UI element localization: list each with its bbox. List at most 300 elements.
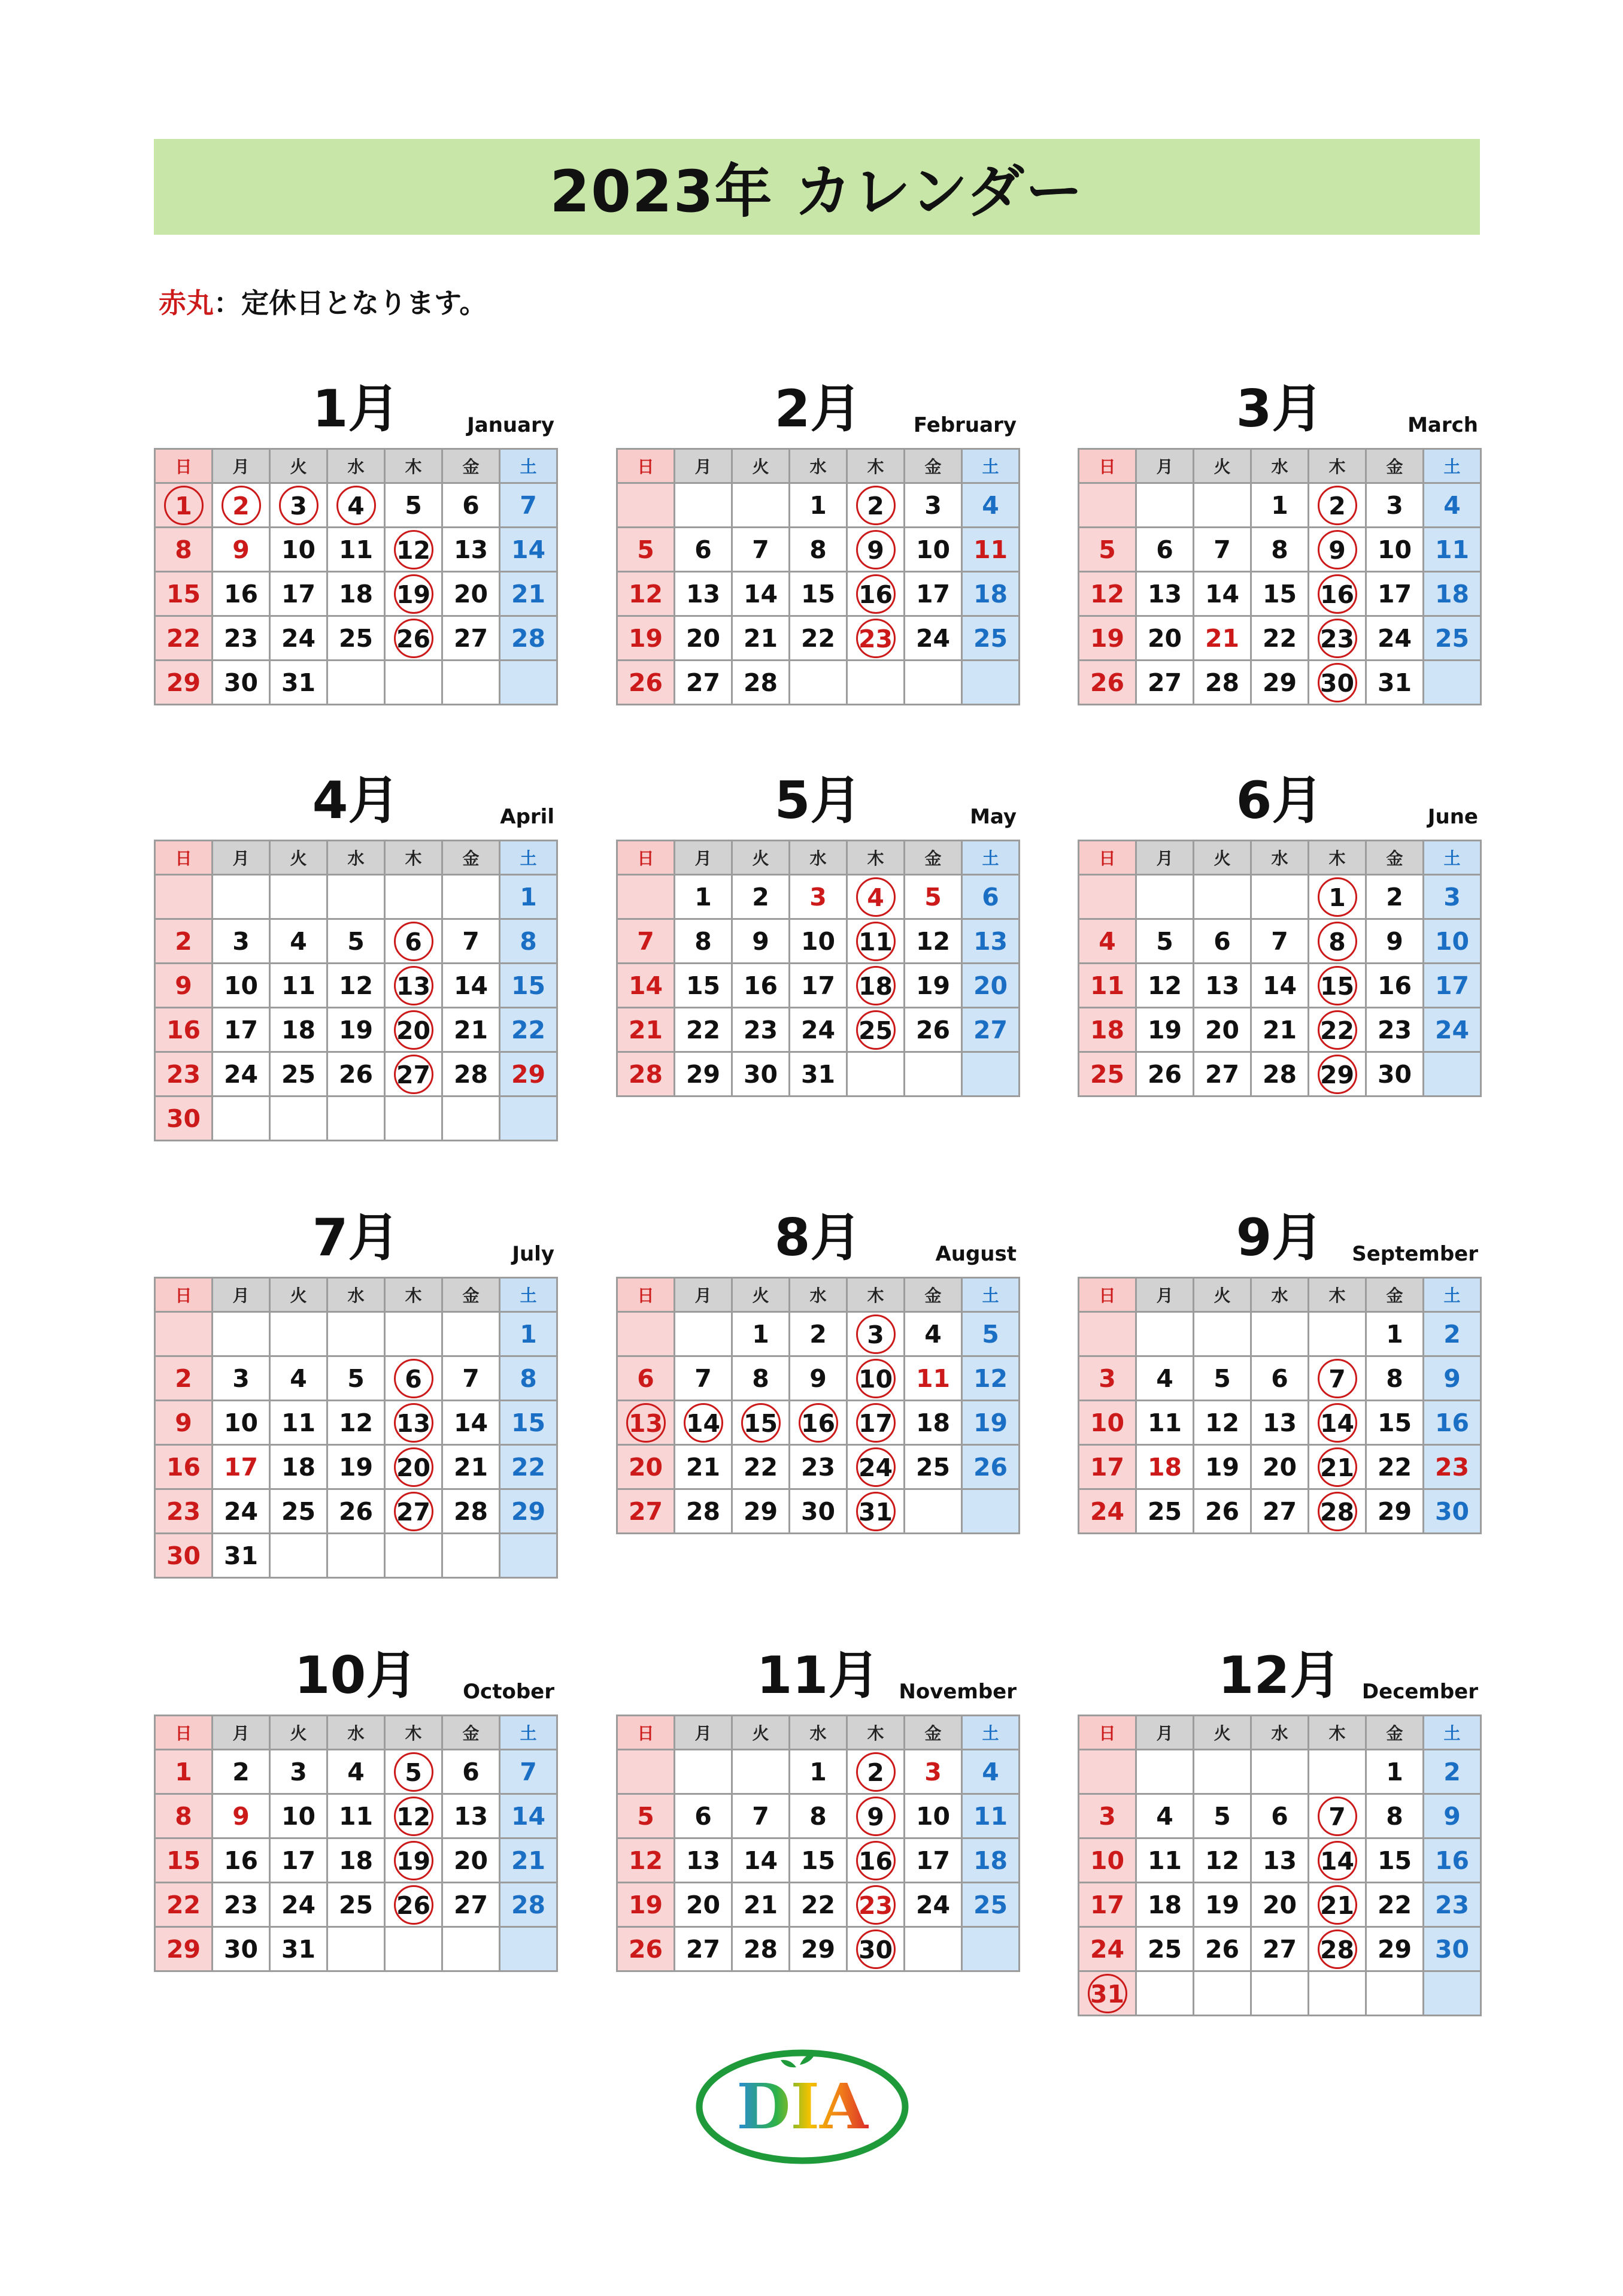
day-cell — [213, 1052, 270, 1096]
weekday-header: 木 — [1309, 841, 1366, 875]
week-row — [155, 1883, 557, 1927]
day-cell — [500, 572, 557, 616]
weekday-header: 火 — [1194, 449, 1251, 483]
day-cell — [1194, 1052, 1251, 1096]
day-number: 30 — [166, 1541, 201, 1570]
day-cell — [675, 1008, 732, 1052]
week-row — [617, 875, 1020, 919]
day-cell — [732, 875, 790, 919]
week-row — [155, 1534, 557, 1578]
day-number: 20 — [1262, 1890, 1297, 1919]
weekday-header-row — [155, 1278, 557, 1312]
day-cell — [732, 528, 790, 572]
closed-day-circle: 1 — [164, 486, 204, 525]
month-calendar — [154, 376, 558, 705]
day-number: 4 — [982, 1757, 999, 1786]
day-cell — [1136, 1883, 1194, 1927]
day-number: 21 — [453, 1015, 489, 1044]
week-row — [155, 1445, 557, 1489]
day-number: 11 — [915, 1364, 951, 1393]
day-number: 29 — [800, 1934, 836, 1964]
day-cell — [617, 572, 675, 616]
weekday-header: 木 — [385, 1716, 442, 1750]
week-row — [1079, 1356, 1481, 1401]
day-number: 13 — [1147, 579, 1182, 608]
day-cell — [1079, 1356, 1136, 1401]
day-cell — [962, 1750, 1020, 1794]
empty-day-cell — [1079, 875, 1136, 919]
day-cell — [1194, 1927, 1251, 1971]
week-row — [1079, 964, 1481, 1008]
day-cell — [790, 875, 847, 919]
month-title-en: April — [500, 805, 554, 829]
day-number: 27 — [1262, 1497, 1297, 1526]
weekday-header: 木 — [847, 841, 905, 875]
day-number: 8 — [520, 926, 537, 956]
day-number: 1 — [1386, 1757, 1403, 1786]
day-cell — [675, 1838, 732, 1883]
empty-day-cell — [790, 661, 847, 705]
day-cell — [213, 1927, 270, 1971]
closed-day-circle: 23 — [856, 619, 896, 658]
weekday-header: 火 — [270, 449, 327, 483]
week-row — [1079, 572, 1481, 616]
day-cell — [1251, 1883, 1309, 1927]
day-cell — [327, 1008, 385, 1052]
empty-day-cell — [617, 1312, 675, 1356]
day-number: 22 — [1262, 623, 1297, 653]
empty-day-cell — [847, 1052, 905, 1096]
day-cell — [270, 1794, 327, 1838]
day-number: 30 — [800, 1497, 836, 1526]
weekday-header: 月 — [213, 1278, 270, 1312]
day-cell — [155, 1096, 213, 1141]
day-cell — [1309, 1883, 1366, 1927]
day-number: 1 — [520, 1319, 537, 1349]
day-number: 3 — [1386, 490, 1403, 520]
day-number: 15 — [166, 1846, 201, 1875]
day-number: 13 — [1262, 1408, 1297, 1437]
day-cell — [1079, 1927, 1136, 1971]
day-number: 26 — [338, 1059, 374, 1089]
day-cell — [1079, 1838, 1136, 1883]
day-number: 28 — [511, 1890, 546, 1919]
month-header — [1078, 1205, 1482, 1277]
day-number: 19 — [1090, 623, 1125, 653]
day-number: 7 — [520, 490, 537, 520]
day-cell — [1079, 661, 1136, 705]
day-cell — [847, 616, 905, 661]
empty-day-cell — [1136, 1971, 1194, 2016]
day-cell — [905, 1312, 962, 1356]
day-number: 24 — [800, 1015, 836, 1044]
day-number: 18 — [1434, 579, 1470, 608]
day-cell — [1366, 1489, 1424, 1534]
day-number: 7 — [520, 1757, 537, 1786]
day-number: 11 — [338, 535, 374, 564]
day-number: 18 — [281, 1452, 316, 1482]
month-table — [1078, 1277, 1482, 1534]
day-cell — [213, 528, 270, 572]
week-row — [617, 1008, 1020, 1052]
day-number: 7 — [462, 926, 480, 956]
closed-day-circle: 6 — [394, 1359, 433, 1398]
empty-day-cell — [905, 1489, 962, 1534]
closed-day-circle: 19 — [394, 1841, 433, 1880]
day-cell — [1194, 1883, 1251, 1927]
day-cell — [732, 1838, 790, 1883]
day-number: 11 — [338, 1801, 374, 1831]
day-number: 20 — [685, 623, 721, 653]
day-cell — [270, 1356, 327, 1401]
day-cell — [732, 1401, 790, 1445]
empty-day-cell — [327, 1534, 385, 1578]
month-calendar — [1078, 376, 1482, 705]
month-title-jp: 10月 — [294, 1646, 418, 1706]
empty-day-cell — [1194, 1312, 1251, 1356]
empty-day-cell — [732, 483, 790, 528]
day-number: 5 — [405, 490, 422, 520]
week-row — [155, 875, 557, 919]
day-number: 10 — [915, 1801, 951, 1831]
day-number: 22 — [800, 623, 836, 653]
day-cell — [1136, 1008, 1194, 1052]
empty-day-cell — [500, 1927, 557, 1971]
closed-day-circle: 14 — [1318, 1841, 1357, 1880]
day-number: 7 — [462, 1364, 480, 1393]
week-row — [617, 1750, 1020, 1794]
day-cell — [905, 1750, 962, 1794]
day-cell — [1424, 528, 1481, 572]
day-cell — [155, 661, 213, 705]
day-number: 5 — [637, 1801, 654, 1831]
day-cell — [442, 964, 500, 1008]
day-number: 20 — [973, 971, 1008, 1000]
empty-day-cell — [1251, 1971, 1309, 2016]
day-number: 14 — [743, 1846, 778, 1875]
month-header — [616, 768, 1020, 840]
closed-day-circle: 5 — [394, 1752, 433, 1792]
day-cell — [790, 1489, 847, 1534]
day-cell — [385, 1445, 442, 1489]
closed-day-circle: 30 — [1318, 663, 1357, 702]
day-cell — [500, 964, 557, 1008]
day-cell — [270, 1838, 327, 1883]
day-number: 6 — [694, 1801, 712, 1831]
weekday-header: 木 — [1309, 449, 1366, 483]
day-number: 7 — [694, 1364, 712, 1393]
day-cell — [213, 616, 270, 661]
day-number: 23 — [223, 1890, 259, 1919]
month-title-jp: 8月 — [774, 1208, 862, 1268]
week-row — [617, 964, 1020, 1008]
weekday-header: 月 — [213, 841, 270, 875]
day-number: 3 — [290, 1757, 307, 1786]
day-cell — [1366, 528, 1424, 572]
day-number: 11 — [281, 971, 316, 1000]
day-number: 26 — [915, 1015, 951, 1044]
day-number: 8 — [809, 1801, 827, 1831]
day-cell — [327, 1883, 385, 1927]
day-number: 4 — [982, 490, 999, 520]
day-number: 27 — [973, 1015, 1008, 1044]
closed-day-circle: 11 — [856, 922, 896, 961]
empty-day-cell — [442, 1534, 500, 1578]
day-number: 15 — [685, 971, 721, 1000]
day-number: 22 — [511, 1452, 546, 1482]
day-cell — [1251, 661, 1309, 705]
day-number: 1 — [809, 1757, 827, 1786]
day-number: 10 — [915, 535, 951, 564]
day-cell — [1251, 1927, 1309, 1971]
month-calendar — [154, 1205, 558, 1579]
empty-day-cell — [962, 1489, 1020, 1534]
day-number: 18 — [338, 1846, 374, 1875]
day-number: 8 — [694, 926, 712, 956]
day-cell — [1251, 919, 1309, 964]
empty-day-cell — [1194, 1971, 1251, 2016]
day-number: 13 — [973, 926, 1008, 956]
day-cell — [905, 1401, 962, 1445]
week-row — [1079, 1794, 1481, 1838]
day-number: 3 — [1099, 1801, 1116, 1831]
day-number: 10 — [1090, 1846, 1125, 1875]
empty-day-cell — [1136, 483, 1194, 528]
day-number: 22 — [743, 1452, 778, 1482]
day-cell — [213, 1838, 270, 1883]
day-cell — [213, 572, 270, 616]
day-cell — [1136, 1445, 1194, 1489]
day-cell — [1424, 1356, 1481, 1401]
day-cell — [1366, 1445, 1424, 1489]
day-cell — [962, 1838, 1020, 1883]
month-table — [154, 1277, 558, 1579]
day-number: 22 — [800, 1890, 836, 1919]
closed-day-circle: 30 — [856, 1930, 896, 1969]
day-cell — [1424, 616, 1481, 661]
day-cell — [1136, 1794, 1194, 1838]
day-cell — [1424, 572, 1481, 616]
day-cell — [732, 1312, 790, 1356]
empty-day-cell — [327, 1927, 385, 1971]
day-cell — [1251, 1838, 1309, 1883]
day-cell — [385, 1401, 442, 1445]
day-number: 1 — [175, 1757, 192, 1786]
empty-day-cell — [327, 661, 385, 705]
day-number: 18 — [973, 1846, 1008, 1875]
week-row — [1079, 1750, 1481, 1794]
day-cell — [385, 1838, 442, 1883]
day-cell — [1309, 1008, 1366, 1052]
empty-day-cell — [442, 875, 500, 919]
day-number: 9 — [1386, 926, 1403, 956]
day-number: 27 — [685, 1934, 721, 1964]
day-number: 9 — [175, 971, 192, 1000]
day-cell — [155, 1838, 213, 1883]
month-calendar — [616, 1643, 1020, 1972]
empty-day-cell — [1136, 1750, 1194, 1794]
closed-day-circle: 12 — [394, 530, 433, 570]
week-row — [155, 1750, 557, 1794]
legend-key: 赤丸 — [159, 287, 214, 319]
day-number: 26 — [628, 668, 663, 697]
day-cell — [213, 483, 270, 528]
day-cell — [1309, 875, 1366, 919]
day-number: 8 — [1386, 1364, 1403, 1393]
weekday-header: 金 — [442, 1278, 500, 1312]
week-row — [155, 1838, 557, 1883]
week-row — [1079, 1971, 1481, 2016]
day-cell — [1251, 1445, 1309, 1489]
empty-day-cell — [962, 1052, 1020, 1096]
day-number: 18 — [973, 579, 1008, 608]
closed-day-circle: 21 — [1318, 1447, 1357, 1487]
week-row — [617, 1356, 1020, 1401]
day-number: 17 — [1434, 971, 1470, 1000]
empty-day-cell — [617, 875, 675, 919]
day-number: 15 — [800, 1846, 836, 1875]
day-cell — [270, 572, 327, 616]
day-cell — [732, 1008, 790, 1052]
day-cell — [675, 964, 732, 1008]
day-number: 10 — [1434, 926, 1470, 956]
empty-day-cell — [1251, 1750, 1309, 1794]
weekday-header: 木 — [1309, 1278, 1366, 1312]
day-number: 18 — [1147, 1452, 1182, 1482]
empty-day-cell — [1194, 483, 1251, 528]
day-number: 21 — [743, 1890, 778, 1919]
day-cell — [617, 1489, 675, 1534]
day-number: 12 — [628, 579, 663, 608]
week-row — [617, 1052, 1020, 1096]
week-row — [617, 919, 1020, 964]
day-cell — [500, 1052, 557, 1096]
week-row — [617, 483, 1020, 528]
weekday-header: 土 — [500, 841, 557, 875]
weekday-header: 木 — [385, 449, 442, 483]
week-row — [155, 528, 557, 572]
weekday-header: 水 — [327, 841, 385, 875]
closed-day-circle: 26 — [394, 1885, 433, 1925]
day-number: 27 — [685, 668, 721, 697]
day-cell — [1194, 572, 1251, 616]
day-number: 25 — [281, 1059, 316, 1089]
day-number: 28 — [453, 1059, 489, 1089]
empty-day-cell — [270, 875, 327, 919]
day-number: 23 — [223, 623, 259, 653]
day-number: 5 — [1214, 1364, 1231, 1393]
week-row — [155, 1356, 557, 1401]
weekday-header: 日 — [1079, 449, 1136, 483]
day-cell — [1251, 1356, 1309, 1401]
month-calendar — [1078, 1205, 1482, 1534]
day-cell — [847, 1445, 905, 1489]
day-cell — [442, 1356, 500, 1401]
empty-day-cell — [905, 1052, 962, 1096]
day-cell — [327, 616, 385, 661]
day-number: 18 — [1147, 1890, 1182, 1919]
month-calendar — [616, 1205, 1020, 1534]
day-number: 16 — [166, 1015, 201, 1044]
empty-day-cell — [213, 1312, 270, 1356]
month-header — [1078, 1643, 1482, 1715]
day-cell — [442, 1883, 500, 1927]
day-number: 8 — [520, 1364, 537, 1393]
month-title-jp: 4月 — [312, 771, 400, 831]
day-number: 6 — [1271, 1801, 1288, 1831]
day-number: 24 — [1090, 1497, 1125, 1526]
day-number: 30 — [1434, 1934, 1470, 1964]
day-number: 6 — [462, 490, 480, 520]
month-calendar — [154, 768, 558, 1141]
empty-day-cell — [1251, 1312, 1309, 1356]
empty-day-cell — [385, 1096, 442, 1141]
day-number: 12 — [1147, 971, 1182, 1000]
day-number: 4 — [1443, 490, 1461, 520]
weekday-header: 日 — [1079, 1278, 1136, 1312]
day-cell — [155, 1445, 213, 1489]
day-number: 14 — [453, 1408, 489, 1437]
day-cell — [500, 528, 557, 572]
month-table — [154, 840, 558, 1141]
closed-day-circle: 3 — [279, 486, 318, 525]
month-title-en: July — [512, 1242, 554, 1266]
day-cell — [905, 1356, 962, 1401]
weekday-header: 月 — [675, 1278, 732, 1312]
day-number: 28 — [685, 1497, 721, 1526]
weekday-header-row — [1079, 1716, 1481, 1750]
day-cell — [962, 483, 1020, 528]
closed-day-circle: 16 — [856, 574, 896, 614]
day-cell — [617, 1445, 675, 1489]
day-cell — [675, 1356, 732, 1401]
day-number: 31 — [800, 1059, 836, 1089]
weekday-header: 土 — [500, 449, 557, 483]
day-cell — [790, 1445, 847, 1489]
week-row — [617, 1445, 1020, 1489]
day-cell — [270, 1008, 327, 1052]
month-title-jp: 7月 — [312, 1208, 400, 1268]
week-row — [617, 1927, 1020, 1971]
day-cell — [617, 1838, 675, 1883]
day-number: 23 — [166, 1497, 201, 1526]
day-cell — [500, 919, 557, 964]
day-number: 6 — [1156, 535, 1173, 564]
day-cell — [1251, 1401, 1309, 1445]
weekday-header: 日 — [155, 1716, 213, 1750]
closed-day-circle: 15 — [741, 1403, 781, 1443]
day-cell — [790, 616, 847, 661]
month-title-en: May — [970, 805, 1017, 829]
day-number: 21 — [743, 623, 778, 653]
day-cell — [442, 1489, 500, 1534]
day-cell — [1309, 919, 1366, 964]
day-number: 28 — [511, 623, 546, 653]
weekday-header-row — [1079, 449, 1481, 483]
day-number: 9 — [1443, 1801, 1461, 1831]
day-number: 25 — [973, 1890, 1008, 1919]
day-number: 2 — [1386, 882, 1403, 911]
day-number: 17 — [1377, 579, 1412, 608]
day-cell — [155, 919, 213, 964]
day-cell — [1079, 616, 1136, 661]
day-cell — [270, 1401, 327, 1445]
month-title-en: June — [1427, 805, 1478, 829]
day-cell — [790, 528, 847, 572]
day-cell — [270, 1489, 327, 1534]
day-cell — [270, 528, 327, 572]
day-number: 19 — [628, 623, 663, 653]
